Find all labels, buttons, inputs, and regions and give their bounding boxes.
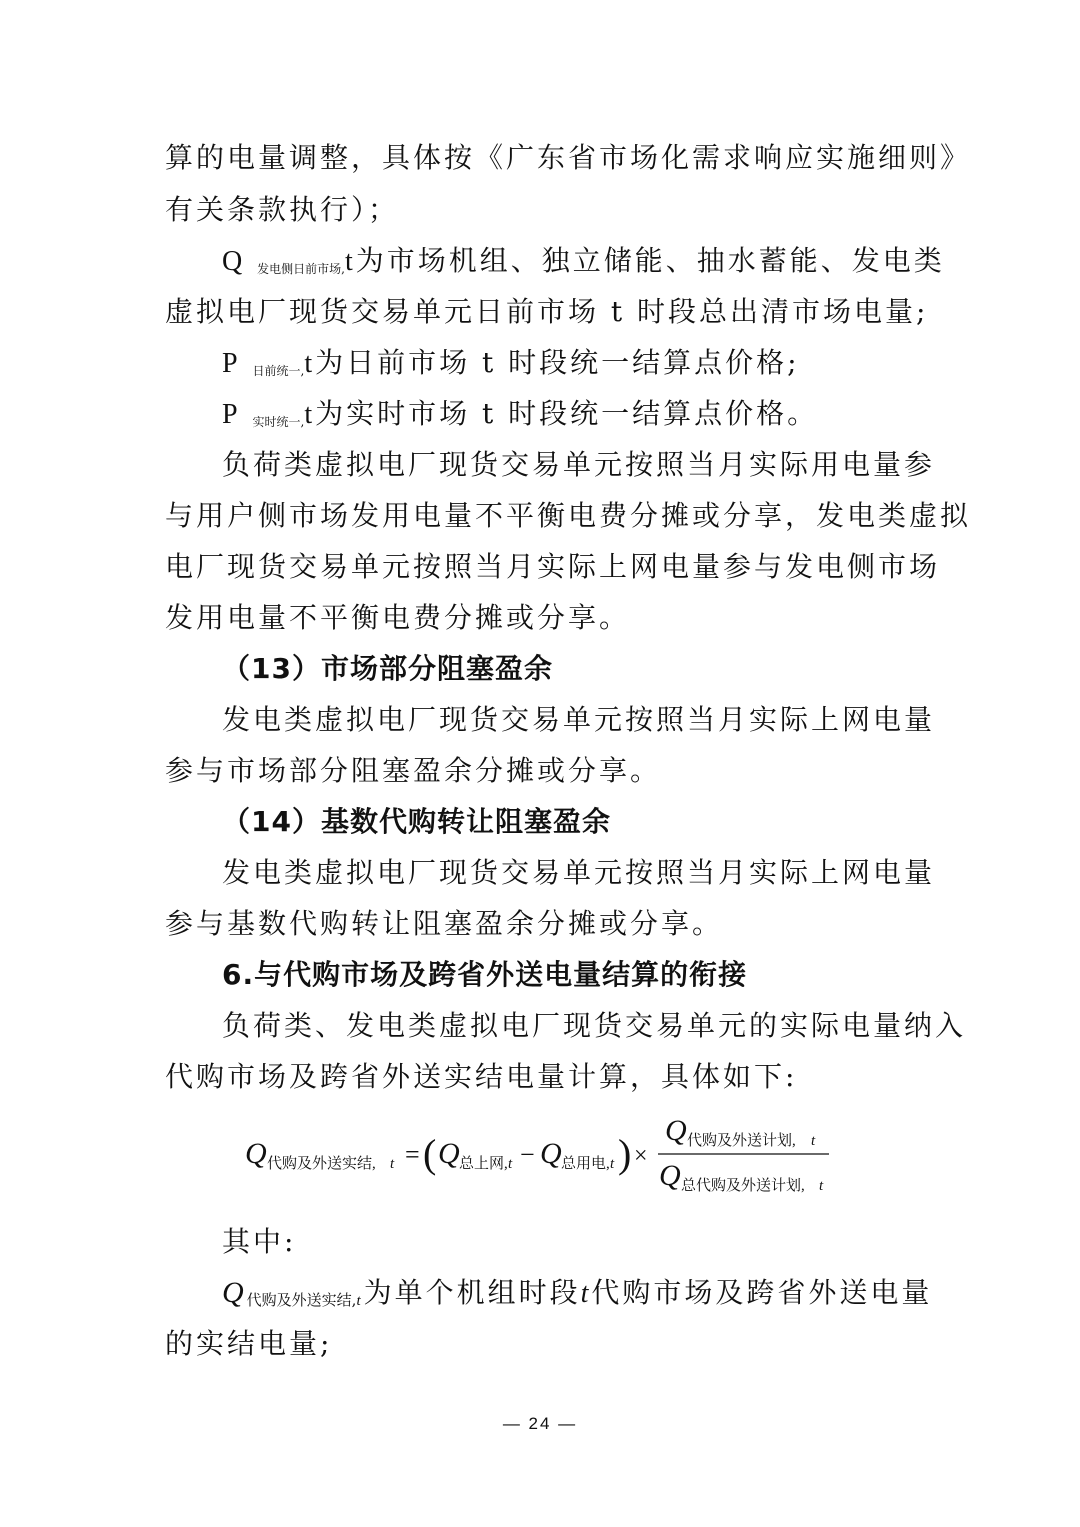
formula-q-denominator: Q — [659, 1159, 681, 1192]
definition-text: 代购市场及跨省外送电量 — [591, 1276, 933, 1309]
formula-q-numerator: Q — [665, 1114, 687, 1147]
settlement-formula — [245, 1105, 845, 1200]
paragraph-line: 算的电量调整，具体按《广东省市场化需求响应实施细则》 — [165, 141, 972, 174]
paragraph-line: 虚拟电厂现货交易单元日前市场 t 时段总出清市场电量; — [165, 295, 929, 328]
section-heading-13: （13）市场部分阻塞盈余 — [222, 652, 553, 685]
formula-equals: = — [405, 1140, 420, 1169]
paragraph-line: 参与基数代购转让阻塞盈余分摊或分享。 — [165, 907, 724, 940]
formula-t: t — [811, 1133, 816, 1149]
paragraph-line: 发电类虚拟电厂现货交易单元按照当月实际上网电量 — [222, 703, 936, 736]
variable-t: t — [304, 348, 316, 379]
formula-denominator-subscript: 总代购及外送计划, — [681, 1178, 805, 1194]
definition-q-dayahead — [222, 237, 945, 293]
formula-b-subscript: 总用电, — [561, 1156, 610, 1172]
formula-minus: − — [520, 1140, 535, 1169]
formula-t: t — [508, 1156, 513, 1172]
definition-q-settled — [222, 1269, 933, 1325]
paragraph-line: 电厂现货交易单元按照当月实际上网电量参与发电侧市场 — [165, 550, 941, 583]
variable-t: t — [344, 246, 356, 277]
formula-numerator-subscript: 代购及外送计划, — [687, 1133, 796, 1149]
formula-t: t — [819, 1178, 824, 1194]
paragraph-line: 负荷类虚拟电厂现货交易单元按照当月实际用电量参 — [222, 448, 936, 481]
paragraph-line: 的实结电量; — [165, 1327, 333, 1360]
paragraph-line: 参与市场部分阻塞盈余分摊或分享。 — [165, 754, 662, 787]
section-heading-14: （14）基数代购转让阻塞盈余 — [222, 805, 611, 838]
variable-subscript: 日前统一, — [252, 364, 305, 378]
formula-q-lhs: Q — [245, 1137, 267, 1170]
definition-p-dayahead — [222, 339, 917, 395]
definition-text: 为日前市场 t 时段统一结算点价格; — [315, 346, 800, 379]
definition-text: 为单个机组时段 — [363, 1276, 581, 1309]
formula-t: t — [610, 1156, 615, 1172]
variable-q: Q — [222, 1276, 247, 1309]
variable-q: Q — [222, 246, 246, 277]
variable-p: P — [222, 399, 241, 430]
variable-subscript: 发电侧日前市场, — [257, 262, 345, 276]
formula-left-paren: ( — [423, 1131, 437, 1176]
formula-a-subscript: 总上网, — [459, 1156, 508, 1172]
page-number: — 24 — — [502, 1414, 578, 1433]
variable-subscript: 实时统一, — [252, 415, 305, 429]
variable-t: t — [356, 1293, 364, 1309]
formula-right-paren: ) — [618, 1131, 632, 1176]
paragraph-line: 与用户侧市场发用电量不平衡电费分摊或分享，发电类虚拟 — [165, 499, 972, 532]
formula-q-b: Q — [540, 1137, 562, 1170]
formula-times: × — [634, 1143, 648, 1169]
definition-p-realtime — [222, 390, 917, 446]
formula-t: t — [390, 1156, 395, 1172]
paragraph-line: 发用电量不平衡电费分摊或分享。 — [165, 601, 631, 634]
variable-p: P — [222, 348, 241, 379]
definition-text: 为实时市场 t 时段统一结算点价格。 — [315, 397, 819, 430]
paragraph-line: 发电类虚拟电厂现货交易单元按照当月实际上网电量 — [222, 856, 936, 889]
paragraph-line: 其中: — [222, 1225, 297, 1258]
definition-text: 为市场机组、独立储能、抽水蓄能、发电类 — [355, 244, 945, 277]
formula-lhs-subscript: 代购及外送实结, — [267, 1156, 376, 1172]
section-heading-6: 6.与代购市场及跨省外送电量结算的衔接 — [222, 958, 748, 991]
paragraph-line: 代购市场及跨省外送实结电量计算，具体如下: — [165, 1060, 798, 1093]
paragraph-line: 有关条款执行）； — [165, 193, 400, 226]
paragraph-line: 负荷类、发电类虚拟电厂现货交易单元的实际电量纳入 — [222, 1009, 967, 1042]
variable-subscript: 代购及外送实结, — [246, 1291, 357, 1309]
formula-q-a: Q — [438, 1137, 460, 1170]
variable-t: t — [580, 1278, 592, 1309]
variable-t: t — [304, 399, 316, 430]
